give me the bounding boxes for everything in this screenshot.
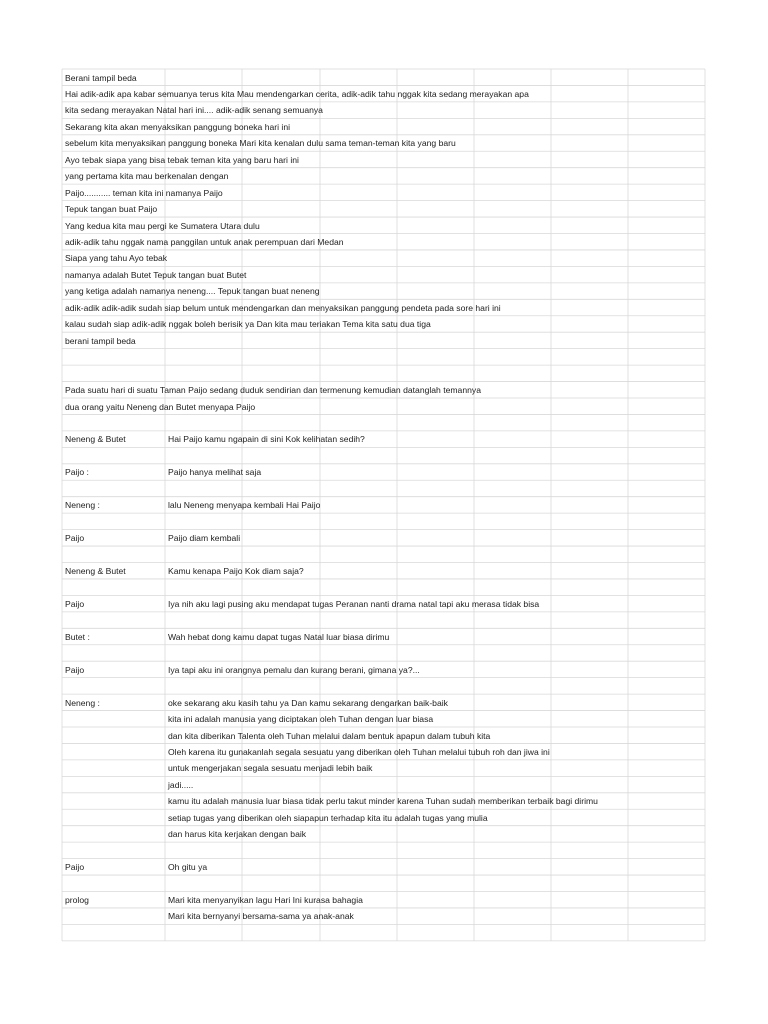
cell-column-b[interactable]: Iya tapi aku ini orangnya pemalu dan kurang berani, gimana ya?...: [168, 664, 420, 675]
cell-column-a[interactable]: Neneng :: [65, 500, 100, 511]
cell-column-b[interactable]: lalu Neneng menyapa kembali Hai Paijo: [168, 500, 321, 511]
cell-column-b[interactable]: Paijo hanya melihat saja: [168, 467, 262, 478]
cell-column-a[interactable]: Berani tampil beda: [65, 72, 137, 83]
cell-column-a[interactable]: Tepuk tangan buat Paijo: [65, 204, 158, 215]
cell-column-a[interactable]: Siapa yang tahu Ayo tebak: [65, 253, 168, 264]
cell-column-a[interactable]: Paijo........... teman kita ini namanya Paijo: [65, 187, 223, 198]
cell-column-b[interactable]: oke sekarang aku kasih tahu ya Dan kamu sekarang dengarkan baik-baik: [168, 697, 448, 708]
cell-column-a[interactable]: Paijo: [65, 862, 85, 873]
cell-column-b[interactable]: Mari kita menyanyikan lagu Hari Ini kurasa bahagia: [168, 895, 363, 905]
cell-column-a[interactable]: Ayo tebak siapa yang bisa tebak teman kita yang baru hari ini: [65, 154, 299, 165]
cell-column-a[interactable]: Paijo: [65, 533, 85, 544]
cell-column-a[interactable]: sebelum kita menyaksikan panggung boneka Mari kita kenalan dulu sama teman-teman kita yang baru: [65, 138, 456, 149]
cell-column-b[interactable]: Oh gitu ya: [168, 862, 208, 873]
cell-column-a[interactable]: Pada suatu hari di suatu Taman Paijo sedang duduk sendirian dan termenung kemudian datanglah temannya: [65, 385, 481, 396]
cell-column-b[interactable]: jadi.....: [168, 779, 194, 790]
cell-column-b[interactable]: Hai Paijo kamu ngapain di sini Kok kelihatan sedih?: [168, 434, 365, 445]
cell-column-b[interactable]: dan kita diberikan Talenta oleh Tuhan melalui dalam bentuk apapun dalam tubuh kita: [168, 730, 491, 741]
cell-column-b[interactable]: kita ini adalah manusia yang diciptakan oleh Tuhan dengan luar biasa: [168, 714, 434, 725]
cell-column-b[interactable]: Iya nih aku lagi pusing aku mendapat tugas Peranan nanti drama natal tapi aku merasa tidak bisa: [168, 598, 540, 609]
cell-column-a[interactable]: Paijo: [65, 598, 85, 609]
cell-column-a[interactable]: kalau sudah siap adik-adik nggak boleh berisik ya Dan kita mau teriakan Tema kita satu dua tiga: [65, 319, 431, 330]
cell-column-a[interactable]: adik-adik adik-adik sudah siap belum untuk mendengarkan dan menyaksikan panggung pendeta pada sore hari ini: [65, 302, 501, 313]
cell-column-b[interactable]: dan harus kita kerjakan dengan baik: [168, 829, 307, 840]
cell-column-b[interactable]: Kamu kenapa Paijo Kok diam saja?: [168, 566, 304, 576]
cell-column-b[interactable]: Oleh karena itu gunakanlah segala sesuatu yang diberikan oleh Tuhan melalui tubuh roh dan jiwa ini: [168, 746, 550, 757]
cell-column-a[interactable]: Neneng & Butet: [65, 434, 126, 445]
cell-column-a[interactable]: dua orang yaitu Neneng dan Butet menyapa Paijo: [65, 401, 256, 412]
cell-column-a[interactable]: Paijo :: [65, 467, 89, 478]
cell-column-b[interactable]: Mari kita bernyanyi bersama-sama ya anak-anak: [168, 911, 354, 922]
cell-column-b[interactable]: Paijo diam kembali: [168, 533, 241, 544]
cell-column-a[interactable]: Sekarang kita akan menyaksikan panggung boneka hari ini: [65, 121, 291, 132]
cell-column-a[interactable]: Neneng & Butet: [65, 566, 126, 576]
cell-column-a[interactable]: Neneng :: [65, 697, 100, 708]
cell-column-b[interactable]: untuk mengerjakan segala sesuatu menjadi lebih baik: [168, 763, 373, 774]
cell-column-a[interactable]: berani tampil beda: [65, 335, 136, 346]
cell-column-b[interactable]: Wah hebat dong kamu dapat tugas Natal luar biasa dirimu: [168, 631, 390, 642]
cell-column-b[interactable]: setiap tugas yang diberikan oleh siapapun terhadap kita itu adalah tugas yang mulia: [168, 812, 488, 823]
cell-column-a[interactable]: kita sedang merayakan Natal hari ini.... adik-adik senang semuanya: [65, 105, 323, 116]
cell-column-a[interactable]: yang pertama kita mau berkenalan dengan: [65, 171, 229, 182]
cell-column-b[interactable]: kamu itu adalah manusia luar biasa tidak perlu takut minder karena Tuhan sudah memberikan terbaik bagi dirimu: [168, 796, 598, 807]
cell-column-a[interactable]: prolog: [65, 895, 89, 905]
cell-column-a[interactable]: namanya adalah Butet Tepuk tangan buat Butet: [65, 269, 247, 280]
cell-column-a[interactable]: Hai adik-adik apa kabar semuanya terus kita Mau mendengarkan cerita, adik-adik tahu nggak kita sedang merayakan apa: [65, 88, 529, 99]
cell-column-a[interactable]: Yang kedua kita mau pergi ke Sumatera Utara dulu: [65, 220, 260, 231]
cell-column-a[interactable]: Butet :: [65, 631, 90, 642]
cell-column-a[interactable]: yang ketiga adalah namanya neneng.... Tepuk tangan buat neneng: [65, 286, 320, 297]
cell-column-a[interactable]: Paijo: [65, 664, 85, 675]
cell-column-a[interactable]: adik-adik tahu nggak nama panggilan untuk anak perempuan dari Medan: [65, 237, 344, 247]
